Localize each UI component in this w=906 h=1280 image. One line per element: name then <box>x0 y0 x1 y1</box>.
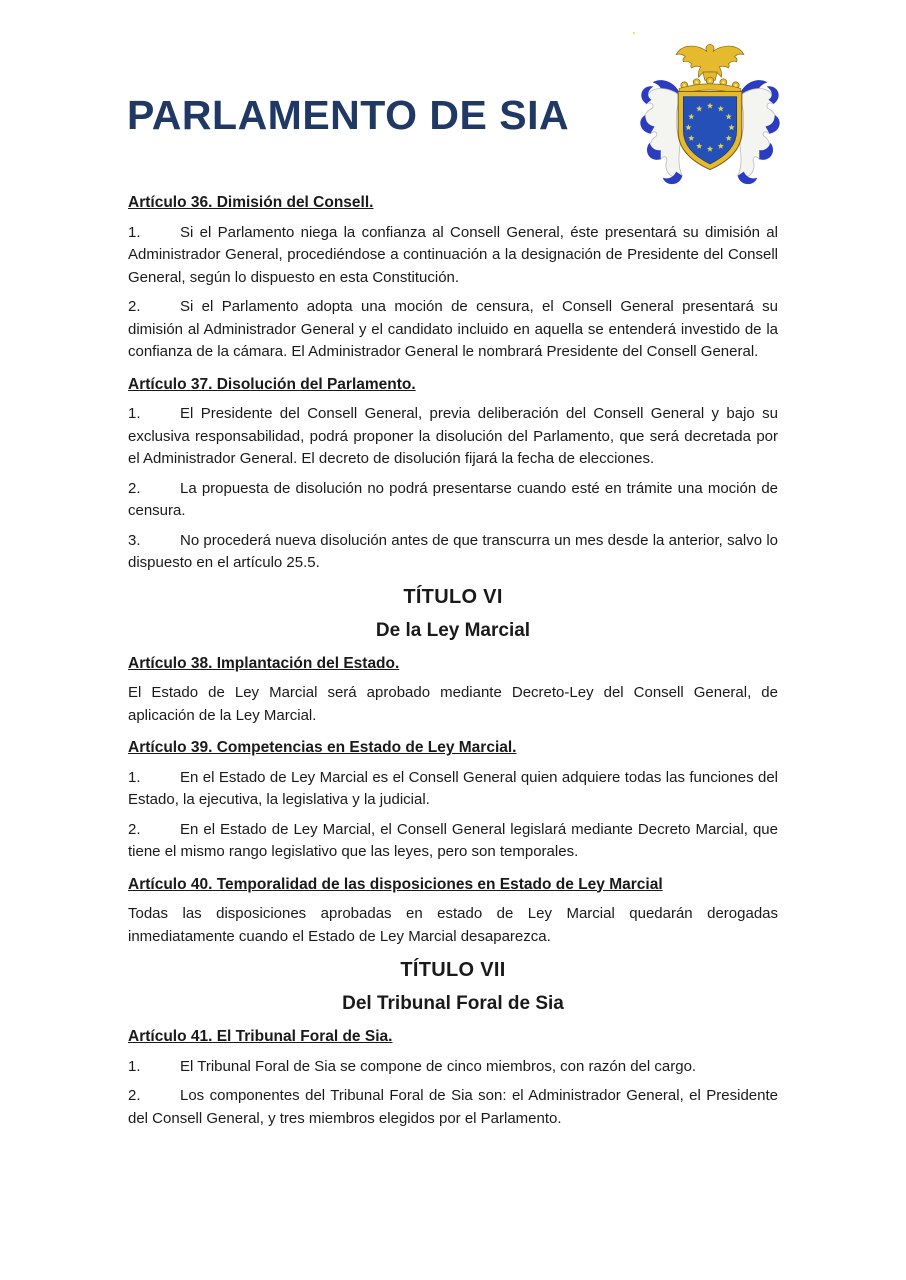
paragraph-number: 1. <box>128 1057 141 1075</box>
article-heading: Artículo 37. Disolución del Parlamento. <box>128 375 416 393</box>
paragraph-number: 1. <box>128 768 141 786</box>
article-heading: Artículo 40. Temporalidad de las disposiciones en Estado de Ley Marcial <box>128 875 663 893</box>
paragraph-text: Si el Parlamento adopta una moción de censura, el Consell General presentará su dimisión al Administrador General y el candidato incluido en aquella se entenderá investido de la confianza de la cámara. El Administrador General le nombrará Presidente del Consell General. <box>128 298 778 360</box>
paragraph-number: 2. <box>128 479 141 497</box>
paragraph <box>128 1056 778 1079</box>
paragraph-text: El Tribunal Foral de Sia se compone de cinco miembros, con razón del cargo. <box>180 1057 697 1075</box>
paragraph-text: Si el Parlamento niega la confianza al Consell General, éste presentará su dimisión al Administrador General, procediéndose a continuación a la designación de Presidente del Consell General, según lo dispuesto en esta Constitución. <box>128 223 778 286</box>
section-title: TÍTULO VI <box>403 585 503 608</box>
paragraph: Todas las disposiciones aprobadas en estado de Ley Marcial quedarán derogadas inmediatamente cuando el Estado de Ley Marcial desaparezca. <box>128 905 778 945</box>
section-subtitle: De la Ley Marcial <box>375 619 531 641</box>
paragraph <box>128 222 778 290</box>
coat-of-arms-icon <box>633 32 787 186</box>
paragraph-text: En el Estado de Ley Marcial, el Consell General legislará mediante Decreto Marcial, que tiene el mismo rango legislativo que las leyes, pero son temporales. <box>128 820 778 860</box>
paragraph <box>128 478 778 523</box>
paragraph <box>128 296 778 364</box>
paragraph-number: 2. <box>128 298 141 315</box>
paragraph-number: 1. <box>128 405 141 422</box>
paragraph <box>128 1085 778 1130</box>
paragraph-number: 3. <box>128 531 141 549</box>
paragraph-number: 2. <box>128 820 141 838</box>
paragraph-number: 1. <box>128 223 141 241</box>
paragraph: El Estado de Ley Marcial será aprobado mediante Decreto-Ley del Consell General, de aplicación de la Ley Marcial. <box>128 684 778 724</box>
paragraph <box>128 767 778 812</box>
article-heading: Artículo 39. Competencias en Estado de Ley Marcial. <box>128 739 517 756</box>
document-header <box>0 0 906 190</box>
paragraph-text: En el Estado de Ley Marcial es el Consell General quien adquiere todas las funciones del Estado, la ejecutiva, la legislativa y la judicial. <box>128 768 778 808</box>
section-title: TÍTULO VII <box>400 959 506 981</box>
eagle-icon <box>676 44 744 80</box>
article-heading: Artículo 36. Dimisión del Consell. <box>128 194 374 211</box>
paragraph-text: La propuesta de disolución no podrá presentarse cuando esté en trámite una moción de censura. <box>128 479 778 519</box>
paragraph-text: El Presidente del Consell General, previa deliberación del Consell General y bajo su exclusiva responsabilidad, podrá proponer la disolución del Parlamento, que será decretada por el Administrador General. El decreto de disolución fijará la fecha de elecciones. <box>128 405 778 467</box>
paragraph-number: 2. <box>128 1087 141 1104</box>
section-subtitle: Del Tribunal Foral de Sia <box>342 993 564 1014</box>
article-heading: Artículo 38. Implantación del Estado. <box>128 654 400 672</box>
mantling <box>640 80 682 184</box>
paragraph <box>128 403 778 471</box>
paragraph <box>128 530 778 575</box>
paragraph <box>128 819 778 864</box>
article-heading: Artículo 41. El Tribunal Foral de Sia. <box>128 1028 393 1045</box>
paragraph-text: Los componentes del Tribunal Foral de Sia son: el Administrador General, el Presidente del Consell General, y tres miembros elegidos por el Parlamento. <box>128 1087 778 1127</box>
paragraph-text: No procederá nueva disolución antes de que transcurra un mes desde la anterior, salvo lo dispuesto en el artículo 25.5. <box>128 531 778 571</box>
document-body <box>128 190 778 1130</box>
page-title: PARLAMENTO DE SIA <box>127 92 570 138</box>
